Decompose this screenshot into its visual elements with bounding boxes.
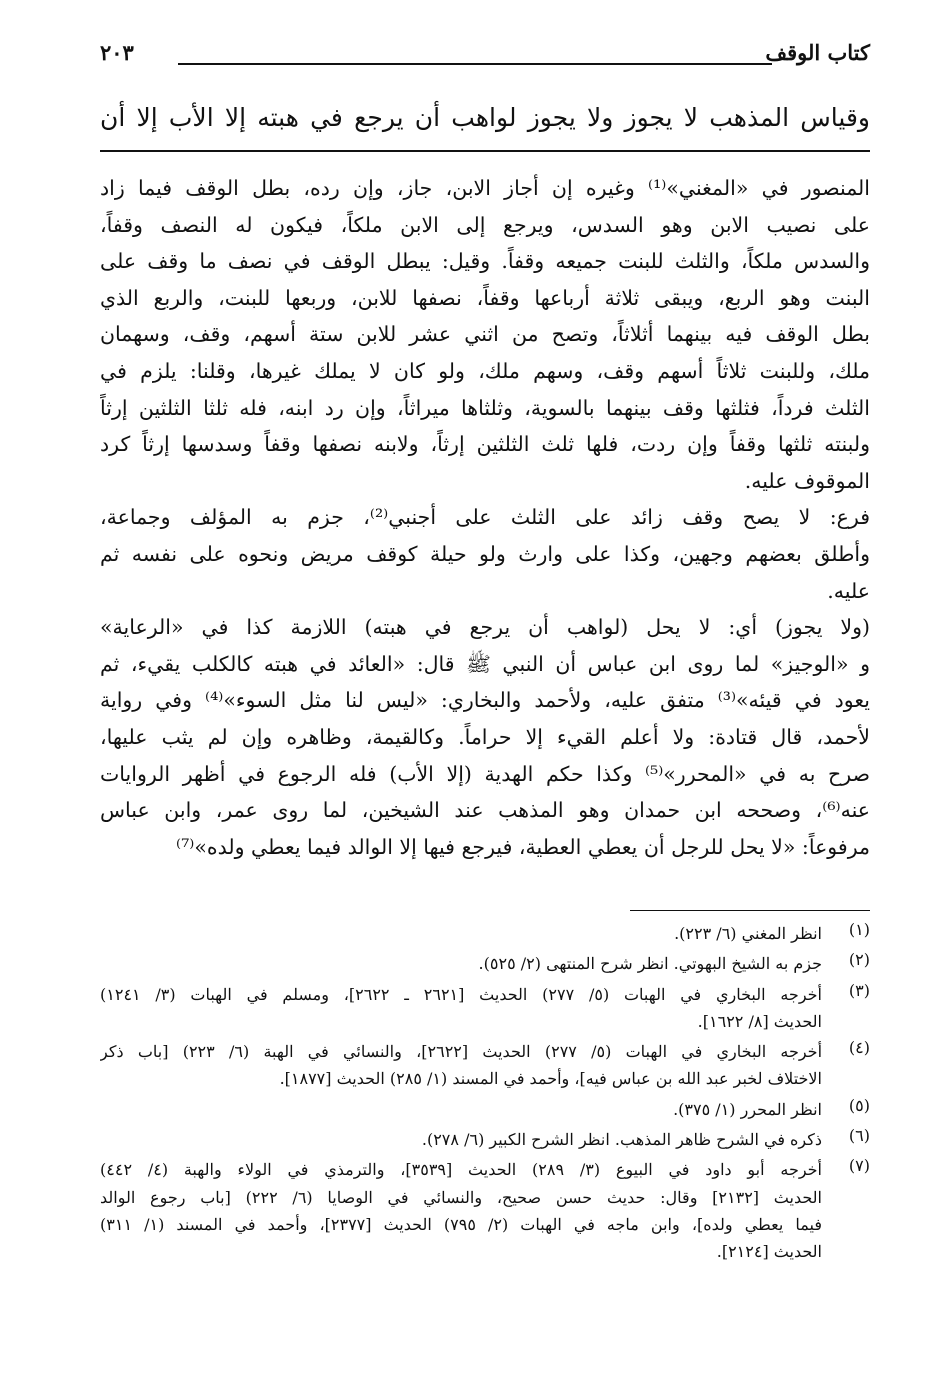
footnote-number: (٢) <box>848 950 870 970</box>
footnote-line: الحديث [٢١٢٤]. <box>716 1242 822 1262</box>
text-line: و «الوجيز» لما روى ابن عباس أن النبي ﷺ قال: «العائد في هبته كالكلب يقيء، ثم <box>100 651 870 676</box>
footnote-line: فيما يعطي ولده]، وابن ماجه في الهبات (٢/ ٧٩٥) الحديث [٢٣٧٧]، وأحمد في المسند (١/ ٣١١) <box>100 1214 822 1234</box>
text-line: عنه⁽⁶⁾، وصححه ابن حمدان وهو المذهب عند الشيخين، لما روى عمر، وابن عباس <box>100 798 870 823</box>
footnotes <box>100 920 870 1266</box>
text-line: صرح به في «المحرر»⁽⁵⁾ وكذا حكم الهدية (إلا الأب) فله الرجوع في أظهر الروايات <box>100 761 870 786</box>
footnote-number: (٣) <box>848 980 870 1000</box>
text-line: ملك، وللبنت ثلاثاً أسهم وقف، وسهم ملك، ولو كان لا يملك غيرها، وقلنا: يلزم في <box>100 358 870 383</box>
commentary-body <box>100 170 870 865</box>
paragraph <box>100 609 870 865</box>
footnote-number: (٤) <box>848 1038 870 1058</box>
footnote-separator <box>630 910 870 911</box>
text-line: الثلث فرداً، فثلثها وقف بينهما بالسوية، وثلثاها ميراثاً، وإن رد ابنه، فله ثلثا الثلثين إرثاً <box>100 395 870 420</box>
footnote <box>100 920 870 947</box>
paragraph <box>100 170 870 499</box>
text-line: يعود في قيئه»⁽³⁾ متفق عليه، ولأحمد والبخاري: «ليس لنا مثل السوء»⁽⁴⁾ وفي رواية <box>100 688 870 713</box>
footnote-line: الاختلاف لخبر عبد الله بن عباس فيه]، وأحمد في المسند (١/ ٢٨٥) الحديث [١٨٧٧]. <box>279 1069 822 1089</box>
footnote <box>100 1126 870 1153</box>
footnote-line: الحديث [٨/ ١٦٢٢]. <box>697 1011 822 1031</box>
footnote <box>100 1096 870 1123</box>
page-number: ٢٠٣ <box>100 40 134 65</box>
text-line: وأطلق بعضهم وجهين، وكذا على وارث ولو حيلة كوقف مريض ونحوه على نفسه ثم <box>100 541 870 566</box>
text-line: مرفوعاً: «لا يحل للرجل أن يعطي العطية، فيرجع فيها إلا الوالد فيما يعطي ولده»⁽⁷⁾ <box>176 834 870 859</box>
matn-separator <box>100 150 870 152</box>
footnote <box>100 1156 870 1265</box>
footnote-line: الحديث [٢١٣٢] وقال: حديث حسن صحيح، والنسائي في الوصايا (٦/ ٢٢٢) [باب رجوع الوالد <box>100 1187 822 1207</box>
footnote-line: أخرجه البخاري في الهبات (٥/ ٢٧٧) الحديث [٢٦٢٢]، والنسائي في الهبة (٦/ ٢٢٣) [باب ذكر <box>100 1042 822 1062</box>
footnote-line: انظر المحرر (١/ ٣٧٥). <box>673 1099 822 1119</box>
text-line: البنت وهو الربع، ويبقى ثلاثة أرباعها وقفاً، نصفها للابن، وربعها للبنت، والربع الذي <box>100 285 870 310</box>
paragraph <box>100 499 870 609</box>
footnote-number: (٥) <box>848 1095 870 1115</box>
matn-text: وقياس المذهب لا يجوز ولا يجوز لواهب أن يرجع في هبته إلا الأب إلا أن <box>100 103 870 132</box>
text-line: (ولا يجوز) أي: لا يحل (لواهب أن يرجع في هبته) اللازمة كذا في «الرعاية» <box>100 615 870 640</box>
footnote-line: أخرجه أبو داود في البيوع (٣/ ٢٨٩) الحديث [٣٥٣٩]، والترمذي في الولاء والهبة (٤/ ٤٤٢) <box>100 1160 822 1180</box>
footnote-line: جزم به الشيخ البهوتي. انظر شرح المنتهى (٢/ ٥٢٥). <box>478 954 822 974</box>
text-line: والسدس ملكاً، والثلث للبنت جميعه وقفاً. وقيل: يبطل الوقف في نصف ما وقف على <box>100 249 870 274</box>
text-line: بطل الوقف فيه بينهما أثلاثاً، وتصح من اثني عشر للابن ستة أسهم، وقف، وسهمان <box>100 322 870 347</box>
text-line: فرع: لا يصح وقف زائد على الثلث على أجنبي⁽²⁾، جزم به المؤلف وجماعة، <box>100 505 870 530</box>
book-title: كتاب الوقف <box>765 40 870 65</box>
text-line: المنصور في «المغني»⁽¹⁾ وغيره إن أجاز الابن، جاز، وإن رده، بطل الوقف فيما زاد <box>100 176 870 200</box>
header-rule <box>178 63 772 65</box>
text-line: الموقوف عليه. <box>744 468 870 493</box>
footnote <box>100 950 870 977</box>
text-line: ولبنته ثلثها وقفاً وإن ردت، فلها ثلث الثلثين إرثاً، ولابنه نصفها وقفاً وسدسها إرثاً كرد <box>100 432 870 457</box>
text-line: لأحمد، قال قتادة: ولا أعلم القيء إلا حراماً. وكالقيمة، وظاهره وإن لم يثب عليها، <box>100 724 870 749</box>
running-header <box>100 40 870 74</box>
footnote-line: أخرجه البخاري في الهبات (٥/ ٢٧٧) الحديث [٢٦٢١ ـ ٢٦٢٢]، ومسلم في الهبات (٣/ ١٢٤١) <box>100 984 822 1004</box>
footnote-line: ذكره في الشرح ظاهر المذهب. انظر الشرح الكبير (٦/ ٢٧٨). <box>421 1130 822 1150</box>
text-line: على نصيب الابن وهو السدس، ويرجع إلى الابن ملكاً، فيكون له النصف وقفاً، <box>100 212 870 237</box>
footnote-number: (٧) <box>848 1156 870 1176</box>
footnote-line: انظر المغني (٦/ ٢٢٣). <box>674 924 822 943</box>
footnote <box>100 981 870 1036</box>
footnote-number: (١) <box>848 920 870 939</box>
footnote-number: (٦) <box>848 1126 870 1146</box>
footnote <box>100 1038 870 1093</box>
text-line: عليه. <box>827 578 870 603</box>
